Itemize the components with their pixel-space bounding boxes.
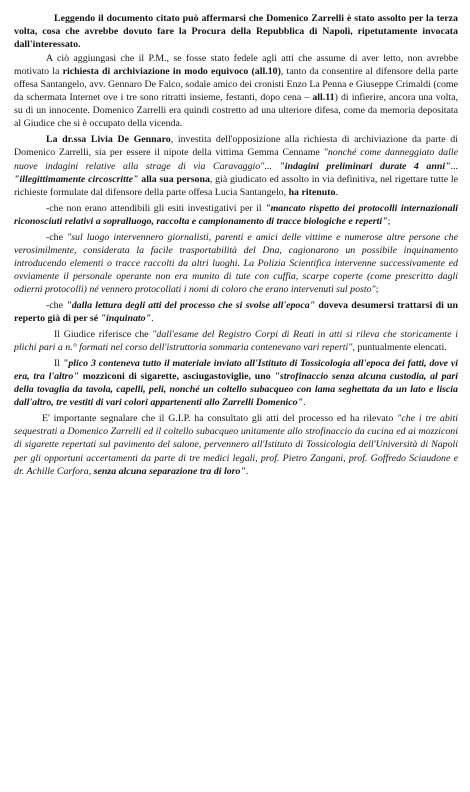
paragraph-scene-contamination: -che "sul luogo intervennero giornalisti, parenti e amici delle vittime e numerose altre persone che verosimilmente, considerata la facile trasportabilità del Dna, cagionarono un possibile inquinamento introducendo elementi o tracce raccolti da altri luoghi. La Polizia Scientifica intervenne successivamente ed ovviamente il personale operante non era munito di tute con cuffia, scarpe coperte (come prescritto dagli odierni protocolli) né vennero protocollati i nomi di coloro che erano intervenuti sul posto"; xyxy=(14,231,458,295)
paragraph-gip-findings: E' importante segnalare che il G.I.P. ha consultato gli atti del processo ed ha rilevato "che i tre abiti sequestrati a Domenico Zarrelli ed il coltello subacqueo unitamente allo strofinaccio da cucina ed ai mozziconi di sigarette repertati sul pavimento del salone, pervennero all'Istituto di Tossicologia dell'Università di Napoli per gli opportuni accertamenti da parte di tre medici legali, prof. Pietro Zangani, prof. Goffredo Sciaudone e dr. Achille Carfora, senza alcuna separazione tra di loro". xyxy=(14,413,458,477)
paragraph-evidence-register: Il Giudice riferisce che "dall'esame del Registro Corpi di Reati in atti si rileva che storicamente i plichi pari a n.° formati nel corso dell'istruttoria sommaria contenevano vari reperti", puntualmente elencati. xyxy=(14,329,458,354)
paragraph-plico-3: Il "plico 3 conteneva tutto il materiale inviato all'Istituto di Tossicologia all'epoca dei fatti, dove vi era, tra l'altro" mozziconi di sigarette, asciugastoviglie, uno "strofinaccio senza alcuna custodia, al pari della tovaglia da tavola, capelli, peli, nonché un coltello subacqueo con lama seghettata da un lato e liscia dall'altro, tre vestiti di vari colori appartenenti allo Zarrelli Domenico". xyxy=(14,358,459,409)
paragraph-polluted-exhibit: -che "dalla lettura degli atti del processo che si svolse all'epoca" doveva desumersi trattarsi di un reperto già di per sé "inquinato". xyxy=(14,299,459,325)
paragraph-protocol-violation: -che non erano attendibili gli esiti investigativi per il "mancato rispetto dei protocolli internazionali riconosciuti relativi a sopralluogo, raccolta e campionamento di tracce biologiche e reperti"; xyxy=(14,202,459,227)
paragraph-pm-request: A ciò aggiungasi che il P.M., se fosse stato fedele agli atti che assume di aver letto, non avrebbe motivato la richiesta di archiviazione in modo equivoco (all.10), tanto da consentire al difensore della parte offesa Santangelo, avv. Gennaro De Falco, sodale amico dei cronisti Enzo La Penna e Giuseppe Crimaldi (come da schermata Internet ove i tre sono ritratti insieme, festanti, dopo cena – all.11) di infierire, ancora una volta, su di un innocente. Domenico Zarrelli era quindi costretto ad una ulteriore difesa, come da memoria depositata al Giudice che si è occupato della vicenda. xyxy=(14,53,459,130)
paragraph-judge-de-gennaro: La dr.ssa Livia De Gennaro, investita dell'opposizione alla richiesta di archiviazione da parte di Domenico Zarrelli, sia per essere il nipote della vittima Gemma Cenname "nonché come danneggiato dalle nuove indagini relative alla strage di via Caravaggio"... "indagini preliminari durate 4 anni"... "illegittimamente circoscritte" alla sua persona, già giudicato ed assolto in via definitiva, nel rigettare tutte le richieste formulate dal difensore della parte offesa Lucia Santangelo, ha ritenuto. xyxy=(14,134,458,198)
paragraph-acquittal: Leggendo il documento citato può affermarsi che Domenico Zarrelli è stato assolto per la terza volta, cosa che avrebbe dovuto fare la Procura della Repubblica di Napoli, ripetutamente invocata dall'interessato. xyxy=(14,13,458,51)
